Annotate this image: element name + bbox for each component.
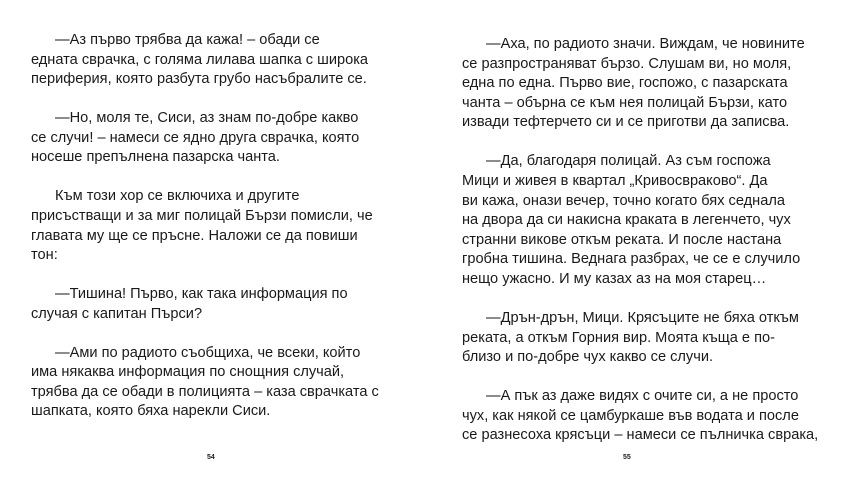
page-text: [462, 35, 818, 465]
text-line: едната сврачка, с голяма лилава шапка с широка: [31, 51, 369, 68]
paragraph: [462, 387, 818, 446]
paragraph: [31, 109, 379, 168]
text-line: —Но, моля те, Сиси, аз знам по-добре какво: [55, 110, 359, 127]
text-line: Мици и живея в квартал „Кривосвраково“. Да: [462, 172, 768, 189]
paragraph: [462, 152, 818, 289]
paragraph: [462, 35, 818, 133]
text-line: периферия, която разбута грубо насъбралите се.: [31, 71, 367, 88]
text-line: носеше препълнена пазарска чанта.: [31, 149, 280, 166]
text-line: —А пък аз даже видях с очите си, а не просто: [486, 388, 799, 405]
text-line: близо и по-добре чух какво се случи.: [462, 349, 714, 366]
text-line: извади тефтерчето си и се приготви да записва.: [462, 114, 790, 131]
text-line: гробна тишина. Веднага разбрах, че се е случило: [462, 251, 801, 268]
text-line: чух, как някой се цамбуркаше във водата и после: [462, 407, 799, 424]
page-text: [31, 31, 379, 441]
paragraph: [31, 344, 379, 422]
text-line: чанта – обърна се към нея полицай Бързи, като: [462, 94, 788, 111]
text-line: шапката, която бяха нарекли Сиси.: [31, 403, 271, 420]
text-line: главата му ще се пръсне. Наложи се да повиши: [31, 227, 358, 244]
text-line: Към този хор се включиха и другите: [55, 188, 300, 205]
text-line: се разнесоха крясъци – намеси се пълничка сврака,: [462, 427, 819, 444]
text-line: —Да, благодаря полицай. Аз съм госпожа: [486, 153, 771, 170]
text-line: —Аха, по радиото значи. Виждам, че новините: [486, 36, 805, 52]
paragraph: [31, 187, 379, 265]
text-line: случая с капитан Пърси?: [31, 305, 203, 322]
text-line: —Аз първо трябва да кажа! – обади се: [55, 32, 320, 48]
page-number: 54: [207, 454, 215, 461]
text-line: тон:: [31, 247, 58, 264]
text-line: присъстващи и за миг полицай Бързи помисли, че: [31, 207, 373, 224]
text-line: се разпространяват бързо. Слушам ви, но моля,: [462, 55, 792, 72]
text-line: —Ами по радиото съобщиха, че всеки, който: [55, 344, 361, 361]
paragraph: [462, 309, 818, 368]
text-line: има някаква информация по снощния случай,: [31, 364, 345, 381]
text-line: реката, а откъм Горния вир. Моята къща е по-: [462, 329, 775, 346]
text-line: на двора да си накисна краката в легенчето, чух: [462, 212, 791, 229]
paragraph: [31, 31, 379, 90]
text-line: трябва да се обади в полицията – каза сврачката с: [31, 383, 379, 400]
page-number: 55: [623, 454, 631, 461]
text-line: ви кажа, онази вечер, точно когато бях седнала: [462, 192, 785, 209]
text-line: странни викове откъм реката. И после настана: [462, 231, 782, 248]
text-line: —Тишина! Първо, как така информация по: [55, 286, 348, 303]
text-line: —Дрън-дрън, Мици. Крясъците не бяха откъм: [486, 309, 799, 326]
right-page: [425, 0, 850, 482]
text-line: се случи! – намеси се ядно друга сврачка, която: [31, 129, 360, 146]
text-line: нещо ужасно. И му казах аз на моя старец…: [462, 270, 767, 287]
paragraph: [31, 285, 379, 324]
text-line: една по една. Първо вие, госпожо, с пазарската: [462, 75, 788, 92]
